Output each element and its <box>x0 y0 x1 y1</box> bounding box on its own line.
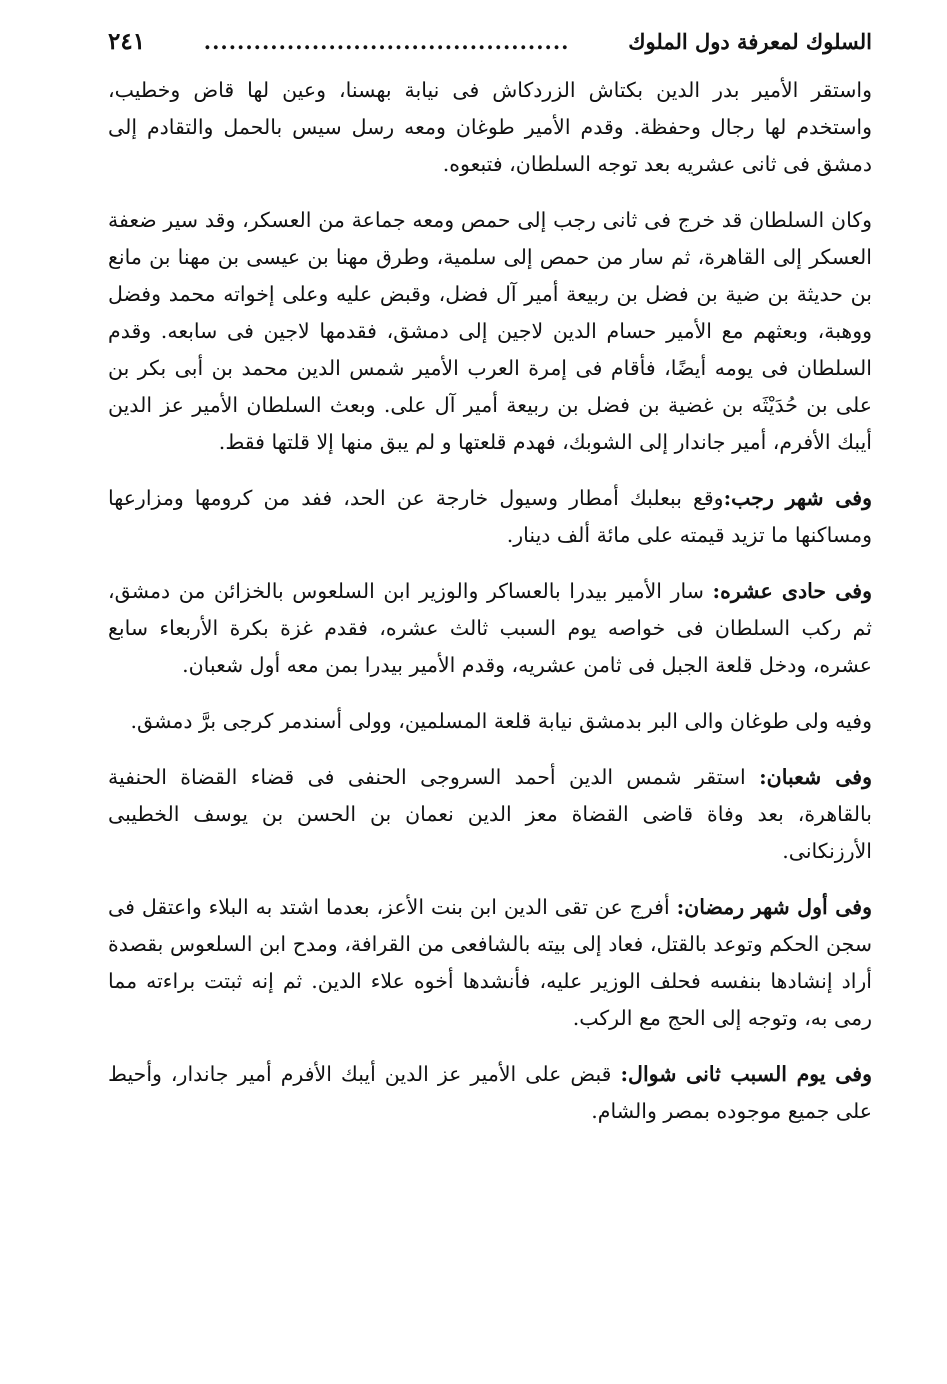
paragraph-text: واستقر الأمير بدر الدين بكتاش الزردكاش فى نيابة بهسنا، وعين لها قاض وخطيب، واستخدم لها رجال وحفظة. وقدم الأمير طوغان ومعه رسل سيس بالحمل والتقادم إلى دمشق فى ثانى عشريه بعد توجه السلطان، فتبعوه. <box>108 78 872 176</box>
paragraph-6 <box>108 759 872 870</box>
paragraph-lead: وفى حادى عشره: <box>712 579 873 603</box>
paragraph-4 <box>108 573 872 684</box>
paragraph-text: وفيه ولى طوغان والى البر بدمشق نيابة قلعة المسلمين، وولى أسندمر كرجى برَّ دمشق. <box>130 709 872 733</box>
paragraph-3 <box>108 480 872 554</box>
paragraph-5 <box>108 703 872 740</box>
paragraph-text: سار الأمير بيدرا بالعساكر والوزير ابن السلعوس بالخزائن من دمشق، ثم ركب السلطان فى خواصه يوم السبب ثالث عشره، فقدم غزة بكرة الأربعاء سابع عشره، ودخل قلعة الجبل فى ثامن عشريه، وقدم الأمير بيدرا بمن معه أول شعبان. <box>108 579 872 677</box>
book-title: السلوك لمعرفة دول الملوك <box>628 29 872 54</box>
paragraph-text: وكان السلطان قد خرج فى ثانى رجب إلى حمص ومعه جماعة من العسكر، وقد سير ضعفة العسكر إلى القاهرة، ثم سار من حمص إلى سلمية، وطرق مهنا بن عيسى بن مهنا بن مانع بن حديثة بن ضية بن فضل بن ربيعة أمير آل فضل، وقبض عليه وعلى إخواته محمد وفضل ووهبة، وبعثهم مع الأمير حسام الدين لاجين إلى دمشق، فقدمها لاجين فى سابعه. وقدم السلطان فى يومه أيضًا، فأقام فى إمرة العرب الأمير شمس الدين محمد بن أبى بكر بن على بن حُدَيْثَه بن غضية بن فضل بن ربيعة أمير آل على. وبعث السلطان الأمير عز الدين أيبك الأفرم، أمير جاندار إلى الشوبك، فهدم قلعتها و لم يبق منها إلا قلتها فقط. <box>108 208 872 454</box>
page-number: ٢٤١ <box>108 28 146 55</box>
paragraph-lead: وفى شعبان: <box>759 765 872 789</box>
paragraph-8 <box>108 1056 872 1130</box>
paragraph-lead: وفى أول شهر رمضان: <box>676 895 872 919</box>
header-leader-dots: ............................................ <box>203 29 570 54</box>
paragraph-text: أفرج عن تقى الدين ابن بنت الأعز، بعدما اشتد به البلاء واعتقل فى سجن الحكم وتوعد بالقتل، فعاد إلى بيته بالشافعى من القرافة، ومدح ابن السلعوس بقصدة أراد إنشادها بنفسه فحلف الوزير عليه، فأنشدها أخوه علاء الدين. ثم إنه ثبتت براءته مما رمى به، وتوجه إلى الحج مع الركب. <box>108 895 872 1030</box>
book-page <box>108 28 872 1149</box>
paragraph-2 <box>108 202 872 461</box>
paragraph-7 <box>108 889 872 1037</box>
running-header <box>108 28 872 72</box>
paragraph-text: قبض على الأمير عز الدين أيبك الأفرم أمير جاندار، وأحيط على جميع موجوده بمصر والشام. <box>108 1062 872 1123</box>
paragraph-lead: وفى شهر رجب: <box>723 486 872 510</box>
paragraph-lead: وفى يوم السبب ثانى شوال: <box>620 1062 872 1086</box>
paragraph-1 <box>108 72 872 183</box>
paragraph-text: وقع ببعلبك أمطار وسيول خارجة عن الحد، ففد من كرومها ومزارعها ومساكنها ما تزيد قيمته على مائة ألف دينار. <box>108 486 872 547</box>
paragraph-text: استقر شمس الدين أحمد السروجى الحنفى فى قضاء القضاة الحنفية بالقاهرة، بعد وفاة قاضى القضاة معز الدين نعمان بن الحسن بن يوسف الخطيبى الأرزنكانى. <box>108 765 872 863</box>
